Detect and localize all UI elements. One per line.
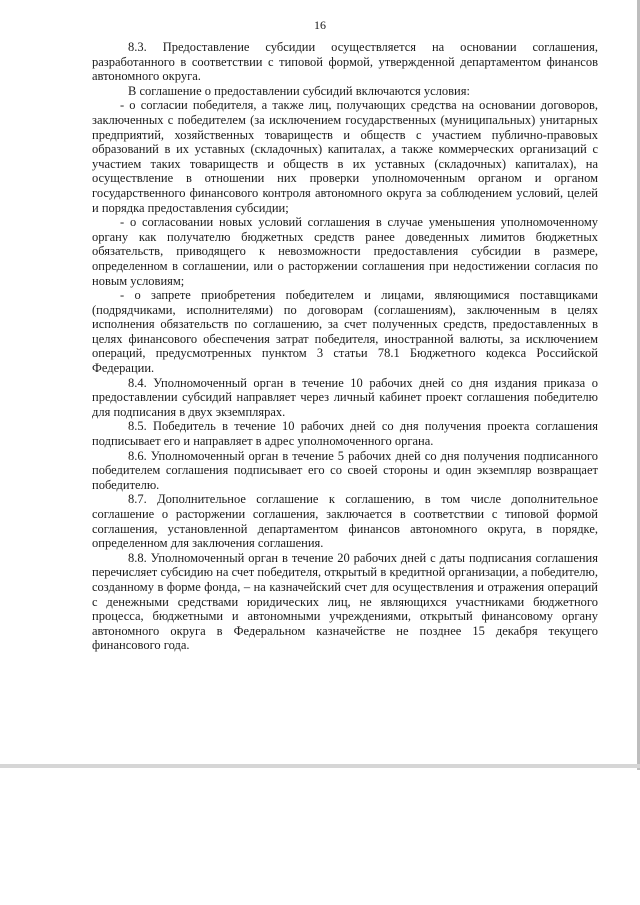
paragraph-8-8: 8.8. Уполномоченный орган в течение 20 рабочих дней с даты подписания соглашения перечисляет субсидию на счет победителя, открытый в кредитной организации, а победителю, созданному в форме фонда, – на казначейский счет для осуществления и отражения операций с денежными средствами юридических лиц, не являющихся участниками бюджетного процесса, бюджетными и автономными учреждениями, открытый финансовому органу автономного округа в Федеральном казначействе не позднее 15 декабря текущего финансового года. xyxy=(92,550,598,653)
paragraph-8-5: 8.5. Победитель в течение 10 рабочих дней со дня получения проекта соглашения подписывает его и направляет в адрес уполномоченного органа. xyxy=(92,419,598,449)
paragraph-8-3: 8.3. Предоставление субсидии осуществляется на основании соглашения, разработанного в соответствии с типовой формой, утвержденной департаментом финансов автономного округа. xyxy=(92,40,598,84)
paragraph-conditions-intro: В соглашение о предоставлении субсидий включаются условия: xyxy=(128,83,470,98)
paragraph-condition-consent: - о согласии победителя, а также лиц, получающих средства на основании договоров, заключенных с победителем (за исключением государственных (муниципальных) унитарных предприятий, хозяйственных товариществ и обществ с участием публично-правовых образований в их уставных (складочных) капиталах, а также коммерческих организаций с участием таких товариществ и обществ в их уставных (складочных) капиталах), на осуществление в отношении них проверки уполномоченным органом и органом государственного финансового контроля автономного округа за соблюдением условий, целей и порядка предоставления субсидии; xyxy=(92,98,598,215)
document-body xyxy=(92,40,598,653)
paragraph-condition-currency-ban: - о запрете приобретения победителем и лицами, являющимися поставщиками (подрядчиками, исполнителями) по договорам (соглашениям), заключенным в целях исполнения обязательств по соглашению, за счет полученных средств, предоставленных в целях финансового обеспечения затрат победителя, иностранной валюты, за исключением операций, предусмотренных пунктом 3 статьи 78.1 Бюджетного кодекса Российской Федерации. xyxy=(92,288,598,376)
paragraph-8-4: 8.4. Уполномоченный орган в течение 10 рабочих дней со дня издания приказа о предоставлении субсидий направляет через личный кабинет проект соглашения победителю для подписания в двух экземплярах. xyxy=(92,375,598,419)
paragraph-condition-new-terms: - о согласовании новых условий соглашения в случае уменьшения уполномоченному органу как получателю бюджетных средств ранее доведенных лимитов бюджетных обязательств, приводящего к невозможности предоставления субсидии в размере, определенном в соглашении, или о расторжении соглашения при недостижении согласия по новым условиям; xyxy=(92,215,598,288)
paragraph-8-7: 8.7. Дополнительное соглашение к соглашению, в том числе дополнительное соглашение о расторжении соглашения, заключается в соответствии с типовой формой соглашения, установленной департаментом финансов автономного округа, в порядке, определенном для заключения соглашения. xyxy=(92,492,598,551)
page-number: 16 xyxy=(314,18,326,32)
paragraph-8-6: 8.6. Уполномоченный орган в течение 5 рабочих дней со дня получения подписанного победителем соглашения подписывает его со своей стороны и один экземпляр возвращает победителю. xyxy=(92,448,598,492)
page-bottom-edge xyxy=(0,764,640,768)
